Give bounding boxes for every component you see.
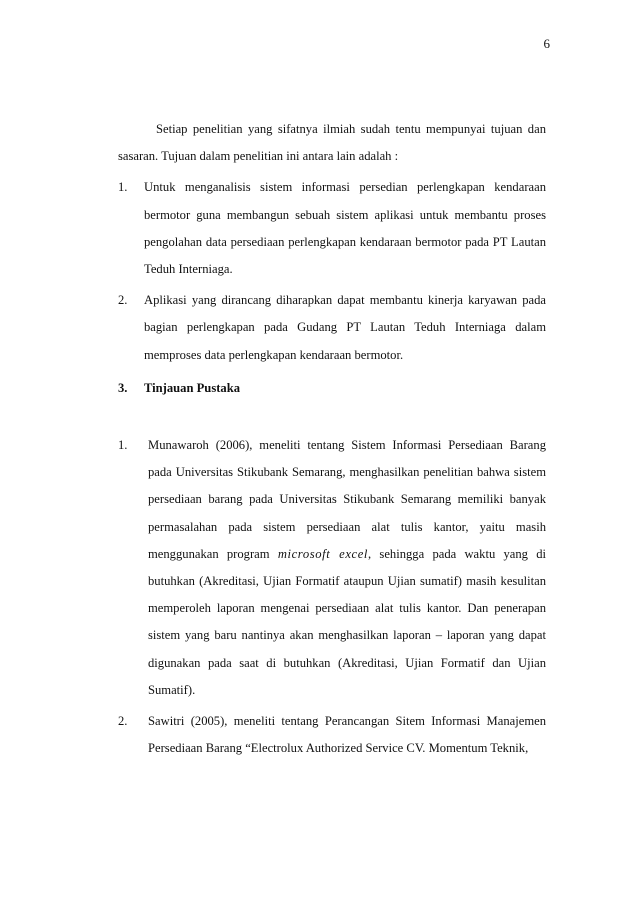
objective-number: 2. xyxy=(118,293,128,308)
objective-number: 1. xyxy=(118,180,128,195)
intro-paragraph: Setiap penelitian yang sifatnya ilmiah sudah tentu mempunyai tujuan dan sasaran. Tujuan dalam penelitian ini antara lain adalah : xyxy=(118,122,546,164)
review-text-after: , sehingga pada waktu yang di butuhkan (Akreditasi, Ujian Formatif ataupun Ujian sumatif) masih kesulitan memperoleh laporan mengenai persediaan alat tulis kantor. Dan penerapan sistem yang baru nantinya akan menghasilkan laporan – laporan yang dapat digunakan pada saat di butuhkan (Akreditasi, Ujian Formatif dan Ujian Sumatif). xyxy=(148,546,547,697)
section-heading xyxy=(118,375,546,402)
section-number: 3. xyxy=(118,380,128,395)
page-number: 6 xyxy=(543,36,550,51)
objective-item-2 xyxy=(118,287,546,369)
review-text xyxy=(148,432,546,704)
section-title: Tinjauan Pustaka xyxy=(144,380,241,395)
review-item-2 xyxy=(118,708,546,762)
review-item-1 xyxy=(118,432,546,704)
page-content xyxy=(118,116,546,762)
objective-text: Untuk menganalisis sistem informasi persedian perlengkapan kendaraan bermotor guna membangun sebuah sistem aplikasi untuk membantu proses pengolahan data persediaan perlengkapan kendaraan bermotor pada PT Lautan Teduh Interniaga. xyxy=(144,180,546,277)
software-name: microsoft excel xyxy=(277,546,369,561)
review-number: 1. xyxy=(118,438,128,453)
review-text: Sawitri (2005), meneliti tentang Perancangan Sitem Informasi Manajemen Persediaan Barang “Electrolux Authorized Service CV. Momentum Teknik, xyxy=(148,714,546,756)
objective-item-1 xyxy=(118,174,546,283)
objective-text: Aplikasi yang dirancang diharapkan dapat membantu kinerja karyawan pada bagian perlengkapan pada Gudang PT Lautan Teduh Interniaga dalam memproses data perlengkapan kendaraan bermotor. xyxy=(144,293,546,362)
review-text-before: Munawaroh (2006), meneliti tentang Sistem Informasi Persediaan Barang pada Universitas Stikubank Semarang, menghasilkan penelitian bahwa sistem persediaan barang pada Universitas Stikubank Semarang memiliki banyak permasalahan pada sistem persediaan alat tulis kantor, yaitu masih menggunakan program xyxy=(148,438,546,561)
review-number: 2. xyxy=(118,714,128,729)
